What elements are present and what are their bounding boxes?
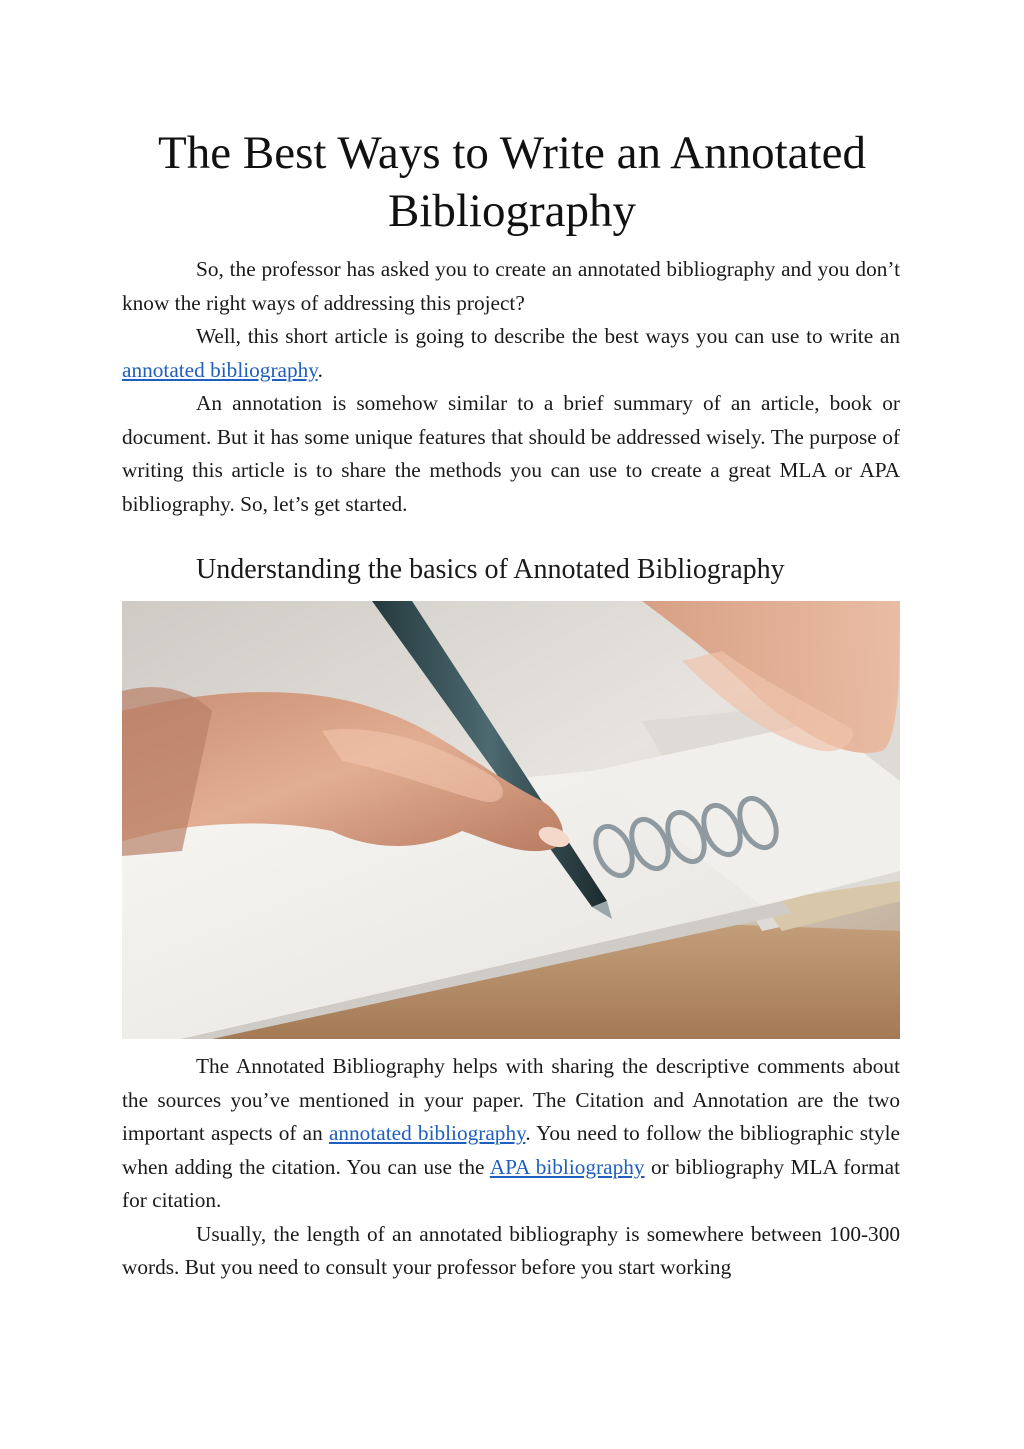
- body-paragraph-1-text-c: or bibliography MLA format for citation.: [122, 1154, 900, 1212]
- annotated-bibliography-link-2[interactable]: annotated bibliography: [328, 1121, 526, 1145]
- intro-paragraph-2-text: Well, this short article is going to describe the best ways you can use to write an: [196, 324, 900, 348]
- main-section: [122, 1050, 900, 1285]
- intro-paragraph-3: An annotation is somehow similar to a brief summary of an article, book or document. But it has some unique features that should be addressed wisely. The purpose of writing this article is to share the methods you can use to create a great MLA or APA bibliography. So, let’s get started.: [122, 391, 900, 516]
- body-paragraph-1-text-a: The Annotated Bibliography helps with sharing the descriptive comments about the sources you’ve mentioned in your paper. The Citation and Annotation are the two important aspects of an: [122, 1054, 900, 1145]
- intro-paragraph-2-end: .: [317, 357, 323, 382]
- body-paragraph-2: Usually, the length of an annotated bibliography is somewhere between 100-300 words. But you need to consult your professor before you start working: [122, 1221, 900, 1279]
- apa-bibliography-link[interactable]: APA bibliography: [489, 1154, 645, 1179]
- body-paragraph-1-text-b: . You need to follow the bibliographic style when adding the citation. You can use the: [122, 1121, 900, 1179]
- intro-paragraph-2: [122, 320, 900, 387]
- section-heading: Understanding the basics of Annotated Bibliography: [196, 554, 785, 585]
- hand-writing-in-notebook-photo: [122, 601, 900, 1039]
- page-title: The Best Ways to Write an Annotated Bibliography: [158, 127, 866, 237]
- intro-paragraph-1: So, the professor has asked you to create an annotated bibliography and you don’t know the right ways of addressing this project?: [122, 257, 900, 315]
- body-paragraph-1: [122, 1050, 900, 1218]
- intro-section: [122, 253, 900, 521]
- annotated-bibliography-link[interactable]: annotated bibliography: [122, 357, 318, 382]
